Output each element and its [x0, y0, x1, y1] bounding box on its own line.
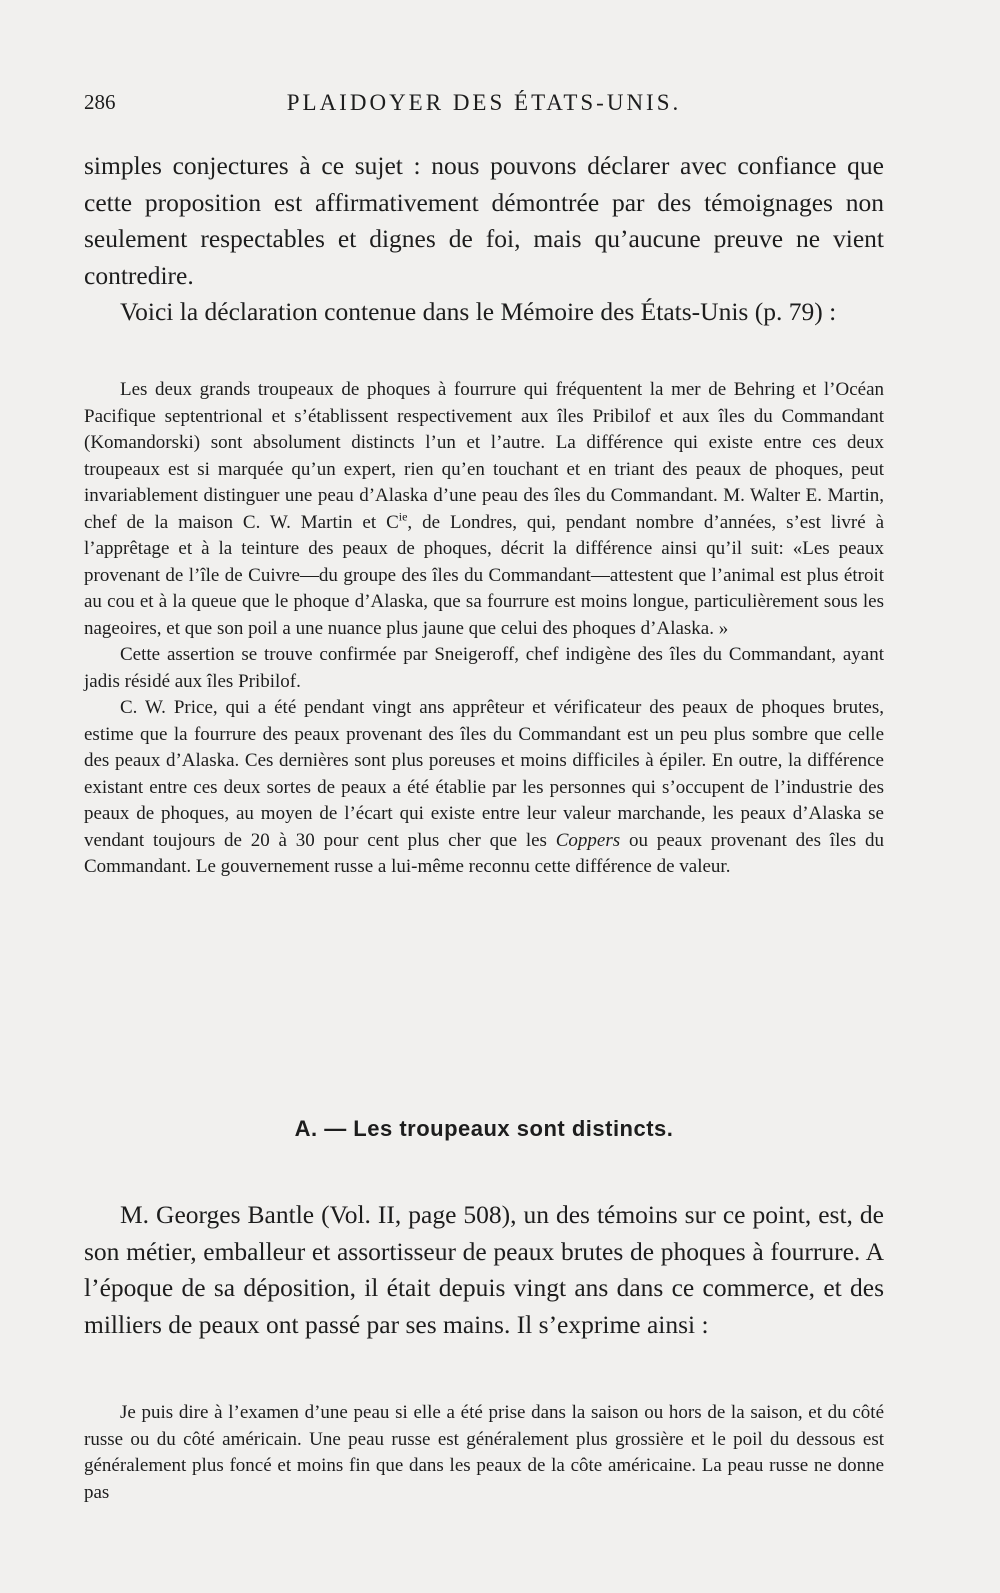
bantle-quotation — [84, 1400, 884, 1506]
paragraph-bantle: M. Georges Bantle (Vol. II, page 508), un des témoins sur ce point, est, de son métier, emballeur et assortisseur de peaux brutes de phoques à fourrure. A l’époque de sa déposition, il était depuis vingt ans dans ce commerce, et des milliers de peaux ont passé par ses mains. Il s’exprime ainsi : — [84, 1200, 884, 1339]
quote-price: C. W. Price, qui a été pendant vingt ans apprêteur et vérificateur des peaux de phoques brutes, estime que la fourrure des peaux provenant des îles du Commandant est un peu plus sombre que celle des peaux d’Alaska. Ces dernières sont plus poreuses et moins difficiles à épiler. En outre, la différence existant entre ces deux sortes de peaux a été établie par les personnes qui s’occupent de l’industrie des peaux de phoques, au moyen de l’écart qui existe entre leur valeur marchande, les peaux d’Alaska se vendant toujours de 20 à 30 pour cent plus cher que les Coppers ou peaux provenant des îles du Commandant. Le gouvernement russe a lui-même reconnu cette différence de valeur. — [84, 697, 884, 877]
paragraph-conjectures: simples conjectures à ce sujet : nous pouvons déclarer avec confiance que cette proposition est affirmativement démontrée par des témoignages non seulement respectables et dignes de foi, mais qu’aucune preuve ne vient contredire. — [84, 151, 884, 290]
memoire-quotation — [84, 377, 884, 881]
page-header — [84, 90, 884, 126]
intro-text — [84, 148, 884, 331]
running-title: PLAIDOYER DES ÉTATS-UNIS. — [286, 90, 682, 115]
page-number: 286 — [84, 90, 116, 114]
bantle-paragraph — [84, 1197, 884, 1343]
paragraph-declaration: Voici la déclaration contenue dans le Mémoire des États-Unis (p. 79) : — [120, 297, 837, 326]
quote-bantle: Je puis dire à l’examen d’une peau si elle a été prise dans la saison ou hors de la saison, et du côté russe ou du côté américain. Une peau russe est généralement plus grossière et le poil du dessous est généralement plus foncé et moins fin que dans les peaux de la côte américaine. La peau russe ne donne pas — [84, 1402, 884, 1503]
quote-sneigeroff: Cette assertion se trouve confirmée par Sneigeroff, chef indigène des îles du Commandant, ayant jadis résidé aux îles Pribilof. — [84, 644, 884, 692]
quote-herds-distinct: Les deux grands troupeaux de phoques à fourrure qui fréquentent la mer de Behring et l’Océan Pacifique septentrional et s’établissent respectivement aux îles Pribilof et aux îles du Commandant (Komandorski) sont absolument distincts l’un et l’autre. La différence qui existe entre ces deux troupeaux est si marquée qu’un expert, rien qu’en touchant et en triant des peaux de phoques, peut invariablement distinguer une peau d’Alaska d’une peau des îles du Commandant. M. Walter E. Martin, chef de la maison C. W. Martin et $C^{ie}$, de Londres, qui, pendant nombre d’années, s’est livré à l’apprêtage et à la teinture des peaux de phoques, décrit la différence ainsi qu’il suit: «Les peaux provenant de l’île de Cuivre—du groupe des îles du Commandant—attestent que l’animal est plus étroit au cou et à la queue que le phoque d’Alaska, que sa fourrure est moins longue, particulièrement sous les nageoires, et que son poil a une nuance plus jaune que celui des phoques d’Alaska. » — [84, 379, 884, 639]
section-title: A. — Les troupeaux sont distincts. — [294, 1116, 674, 1141]
